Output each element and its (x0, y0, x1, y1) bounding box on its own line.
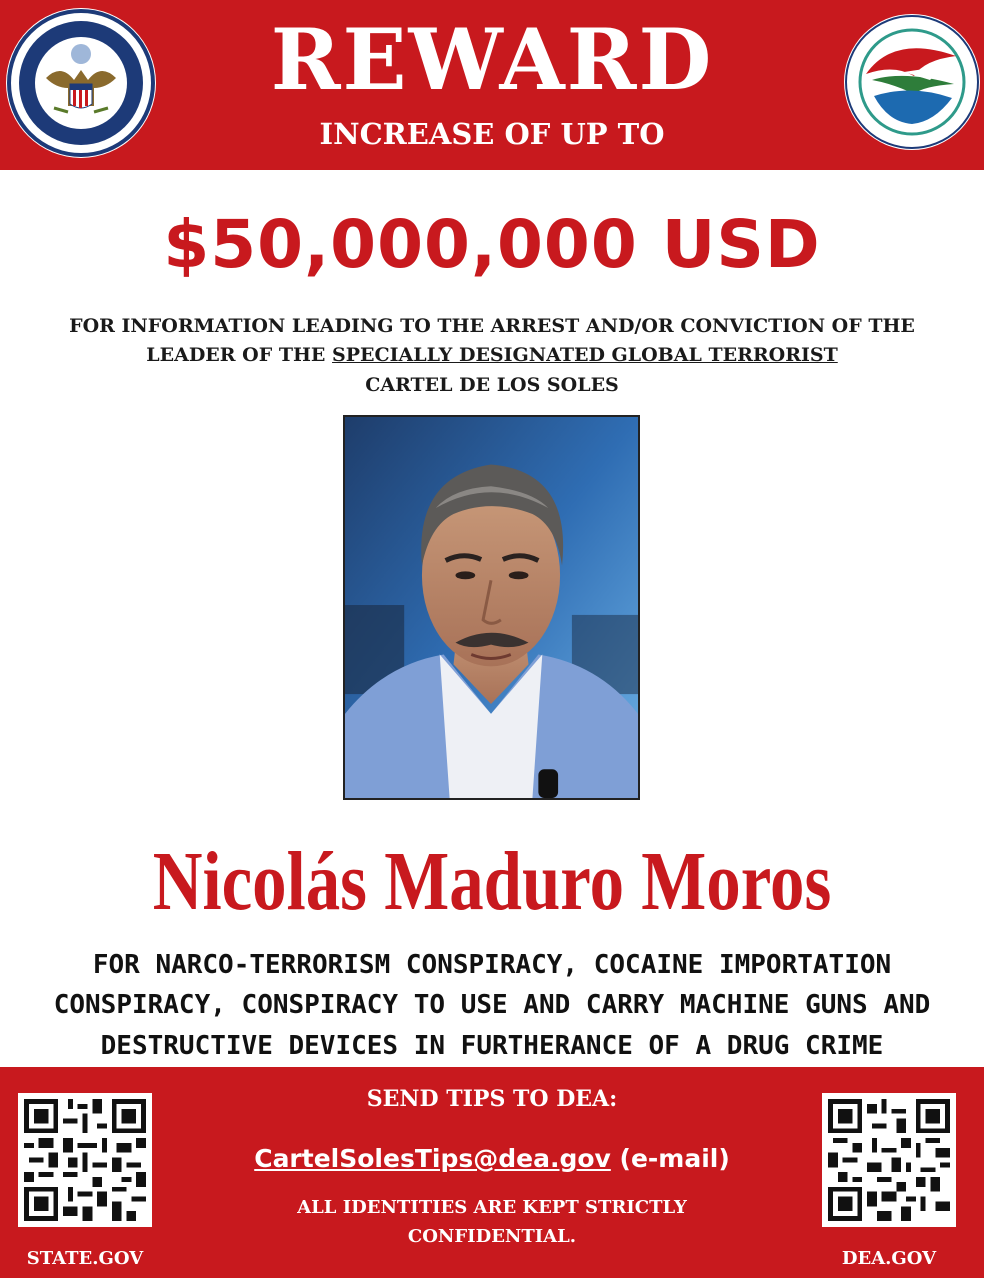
info-line-2 (0, 342, 984, 368)
tips-heading: SEND TIPS TO DEA: (366, 1086, 618, 1112)
tips-email-link[interactable]: CartelSolesTips@dea.gov (254, 1144, 611, 1173)
increase-subtitle: INCREASE OF UP TO (319, 117, 665, 151)
subject-portrait-photo (343, 415, 640, 800)
charges-line-3: DESTRUCTIVE DEVICES IN FURTHERANCE OF A DRUG CRIME (100, 1031, 884, 1061)
state-gov-link[interactable]: STATE.GOV (26, 1248, 144, 1269)
confidential-line-1: ALL IDENTITIES ARE KEPT STRICTLY (297, 1197, 687, 1218)
email-label: (e-mail) (619, 1144, 730, 1173)
reward-amount: $50,000,000 USD (163, 206, 821, 283)
confidential-line-2: CONFIDENTIAL. (407, 1226, 577, 1247)
info-line-1: FOR INFORMATION LEADING TO THE ARREST AND/OR CONVICTION OF THE (69, 315, 915, 337)
charges-line-1: FOR NARCO-TERRORISM CONSPIRACY, COCAINE IMPORTATION (92, 950, 892, 980)
subject-name: Nicolás Maduro Moros (152, 835, 832, 928)
dea-seal-icon (844, 14, 980, 150)
dea-gov-qr-code-icon[interactable] (822, 1093, 956, 1227)
designation-text: SPECIALLY DESIGNATED GLOBAL TERRORIST (332, 344, 838, 366)
dea-gov-link[interactable]: DEA.GOV (841, 1248, 937, 1269)
charges-line-2: CONSPIRACY, CONSPIRACY TO USE AND CARRY MACHINE GUNS AND (53, 990, 931, 1020)
reward-title: REWARD (270, 10, 714, 109)
info-line-2-prefix: LEADER OF THE (146, 344, 326, 366)
organization-name: CARTEL DE LOS SOLES (365, 374, 619, 396)
